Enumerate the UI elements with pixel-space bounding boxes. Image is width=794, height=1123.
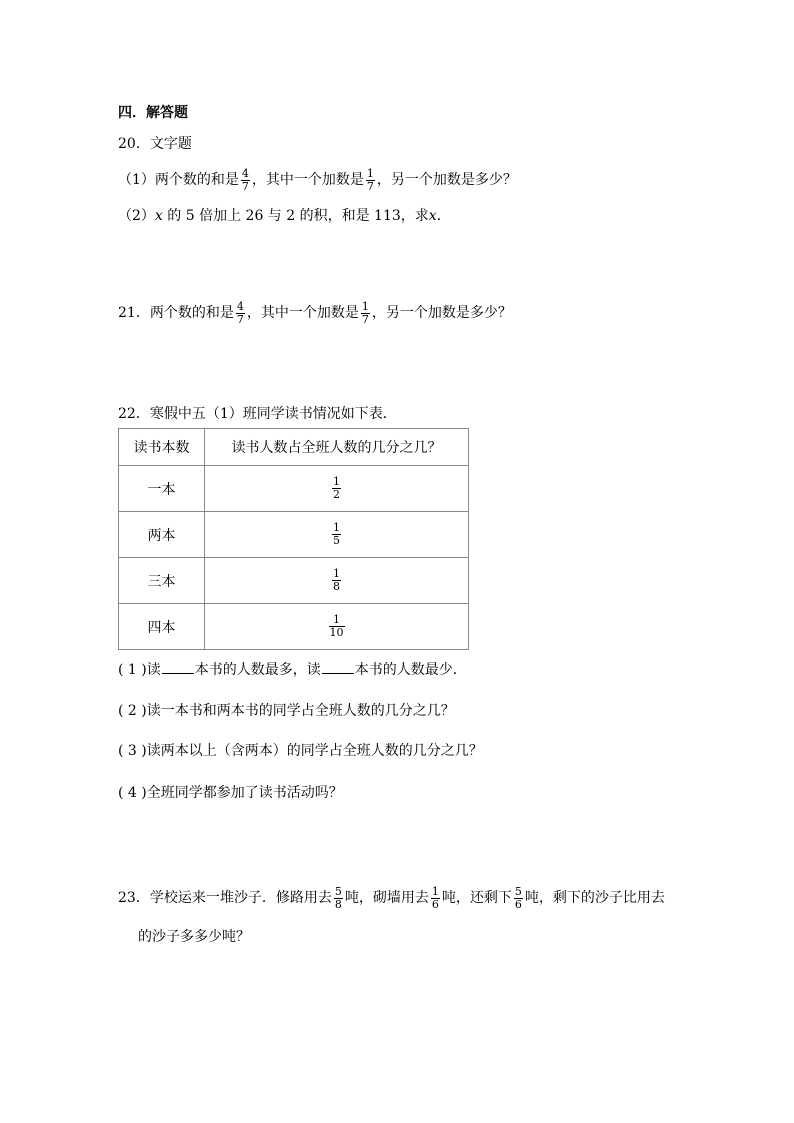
fraction-numerator: 1 bbox=[431, 884, 439, 898]
table-cell-books: 两本 bbox=[119, 512, 205, 558]
answer-blank[interactable] bbox=[322, 661, 354, 674]
q20-part2-suffix: ． bbox=[436, 208, 451, 224]
fraction bbox=[366, 168, 375, 193]
reading-table bbox=[118, 428, 469, 650]
fraction-denominator: 8 bbox=[333, 580, 340, 593]
q22-sub1-a: ( 1 )读 bbox=[118, 662, 161, 678]
fraction-denominator: 6 bbox=[514, 897, 522, 911]
fraction bbox=[334, 886, 343, 911]
q23-mid2: 吨，还剩下 bbox=[441, 890, 512, 906]
q22-sub1-c: 本书的人数最少． bbox=[354, 662, 467, 678]
fraction-denominator: 8 bbox=[334, 897, 342, 911]
fraction bbox=[236, 301, 245, 326]
fraction-numerator: 1 bbox=[333, 475, 340, 488]
fraction-denominator: 7 bbox=[236, 312, 244, 326]
fraction-numerator: 4 bbox=[241, 166, 249, 180]
q23-prefix: 23．学校运来一堆沙子．修路用去 bbox=[118, 890, 332, 906]
answer-blank[interactable] bbox=[162, 661, 194, 674]
q22-sub1-b: 本书的人数最多，读 bbox=[194, 662, 321, 678]
q21-mid: ，其中一个加数是 bbox=[246, 305, 359, 321]
fraction-numerator: 1 bbox=[361, 299, 369, 313]
q21 bbox=[118, 296, 512, 330]
fraction-numerator: 1 bbox=[366, 166, 374, 180]
q21-prefix: 21．两个数的和是 bbox=[118, 305, 234, 321]
q20-part2-prefix: （2） bbox=[118, 208, 155, 224]
variable-x: x bbox=[154, 208, 163, 224]
table-row bbox=[119, 466, 469, 512]
fraction-numerator: 5 bbox=[514, 884, 522, 898]
table-header-row bbox=[119, 429, 469, 466]
fraction-numerator: 1 bbox=[333, 521, 340, 534]
fraction-numerator: 1 bbox=[333, 567, 340, 580]
table-cell-books: 三本 bbox=[119, 558, 205, 604]
table-row bbox=[119, 558, 469, 604]
table-cell-fraction bbox=[205, 512, 469, 558]
q20-label: 20．文字题 bbox=[118, 136, 192, 152]
q22-sub2: ( 2 )读一本书和两本书的同学占全班人数的几分之几？ bbox=[118, 703, 455, 719]
q20-part2-mid: 的 5 倍加上 26 与 2 的积，和是 113，求 bbox=[167, 208, 429, 224]
fraction bbox=[329, 614, 345, 639]
q21-suffix: ，另一个加数是多少？ bbox=[371, 305, 512, 321]
fraction bbox=[332, 522, 341, 547]
fraction bbox=[241, 168, 250, 193]
q23-suffix: 吨，剩下的沙子比用去 bbox=[524, 890, 665, 906]
fraction-denominator: 7 bbox=[366, 179, 374, 193]
table-cell-fraction bbox=[205, 604, 469, 650]
fraction bbox=[431, 886, 440, 911]
table-header: 读书本数 bbox=[119, 429, 205, 466]
fraction bbox=[514, 886, 523, 911]
section-title: 四．解答题 bbox=[118, 105, 188, 121]
table-header: 读书人数占全班人数的几分之几？ bbox=[205, 429, 469, 466]
q20-part2 bbox=[118, 207, 451, 225]
variable-x: x bbox=[428, 208, 437, 224]
fraction-denominator: 10 bbox=[329, 626, 344, 639]
fraction bbox=[332, 476, 341, 501]
q23-mid1: 吨，砌墙用去 bbox=[344, 890, 429, 906]
q22-sub3: ( 3 )读两本以上（含两本）的同学占全班人数的几分之几？ bbox=[118, 743, 483, 759]
fraction bbox=[332, 568, 341, 593]
fraction bbox=[361, 301, 370, 326]
q20-part1 bbox=[118, 163, 517, 197]
table-row bbox=[119, 512, 469, 558]
fraction-denominator: 6 bbox=[431, 897, 439, 911]
table-cell-books: 四本 bbox=[119, 604, 205, 650]
table-cell-fraction bbox=[205, 466, 469, 512]
fraction-denominator: 7 bbox=[361, 312, 369, 326]
fraction-numerator: 1 bbox=[329, 614, 345, 627]
q20-part1-prefix: （1）两个数的和是 bbox=[118, 172, 239, 188]
q23-line2: 的沙子多多少吨？ bbox=[138, 929, 250, 945]
fraction-denominator: 2 bbox=[333, 488, 340, 501]
fraction-numerator: 5 bbox=[334, 884, 342, 898]
q23-line1 bbox=[118, 881, 665, 915]
q20-part1-suffix: ，另一个加数是多少？ bbox=[376, 172, 517, 188]
table-cell-books: 一本 bbox=[119, 466, 205, 512]
fraction-numerator: 4 bbox=[236, 299, 244, 313]
table-row bbox=[119, 604, 469, 650]
fraction-denominator: 7 bbox=[241, 179, 249, 193]
q22-intro: 22．寒假中五（1）班同学读书情况如下表． bbox=[118, 406, 397, 422]
q22-sub1 bbox=[118, 661, 467, 679]
table-cell-fraction bbox=[205, 558, 469, 604]
q22-sub4: ( 4 )全班同学都参加了读书活动吗？ bbox=[118, 785, 343, 801]
q20-part1-mid: ，其中一个加数是 bbox=[251, 172, 364, 188]
fraction-denominator: 5 bbox=[333, 534, 340, 547]
